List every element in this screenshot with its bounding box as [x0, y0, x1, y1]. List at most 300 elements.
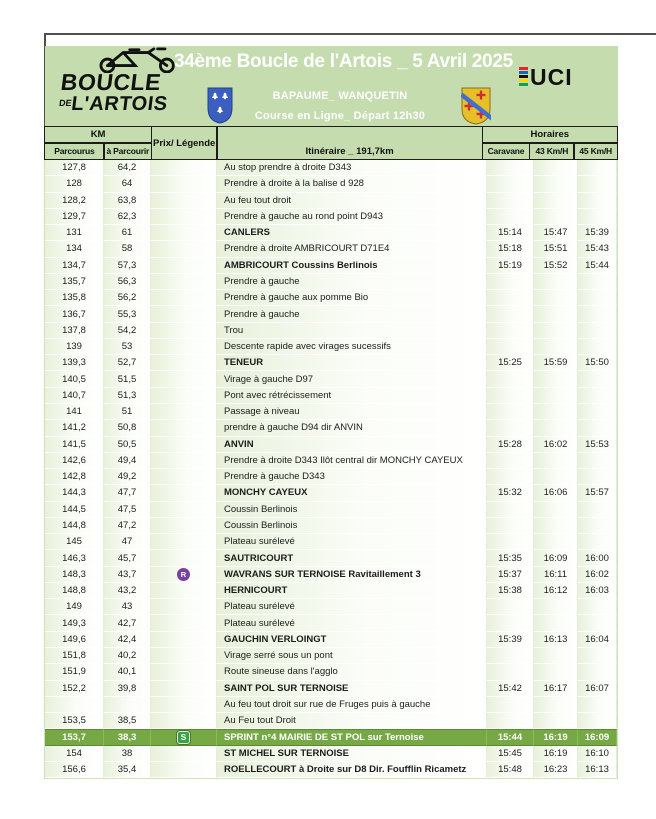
column-header-prix-legende: Prix/ Légende: [152, 127, 216, 158]
table-row: [45, 225, 617, 241]
km-a-parcourir-cell: 56,3: [104, 274, 151, 290]
time-43kmh-cell: [534, 323, 578, 339]
itineraire-cell: Au feu tout droit: [217, 193, 487, 209]
caravane-time-cell: [487, 615, 534, 631]
table-row: [45, 453, 617, 469]
caravane-time-cell: 15:19: [487, 258, 534, 274]
km-a-parcourir-cell: 40,1: [104, 664, 151, 680]
km-a-parcourir-cell: 43,2: [104, 583, 151, 599]
prix-legende-cell: [151, 160, 217, 176]
km-parcourus-cell: 134: [45, 241, 104, 257]
table-row: [45, 274, 617, 290]
caravane-time-cell: [487, 453, 534, 469]
prix-legende-cell: [151, 193, 217, 209]
km-parcourus-cell: 153,7: [45, 729, 104, 745]
time-45kmh-cell: [578, 697, 617, 713]
prix-legende-cell: [151, 176, 217, 192]
race-title: 34ème Boucle de l'Artois _ 5 Avril 2025: [174, 51, 513, 72]
caravane-time-cell: [487, 323, 534, 339]
itineraire-cell: Prendre à droite AMBRICOURT D71E4: [217, 241, 487, 257]
prix-legende-cell: [151, 648, 217, 664]
time-43kmh-cell: 16:12: [534, 583, 578, 599]
itineraire-cell: Virage à gauche D97: [217, 371, 487, 387]
km-a-parcourir-cell: 35,4: [104, 762, 151, 778]
caravane-time-cell: 15:37: [487, 567, 534, 583]
time-45kmh-cell: [578, 160, 617, 176]
time-43kmh-cell: [534, 599, 578, 615]
prix-legende-cell: [151, 485, 217, 501]
itineraire-cell: Prendre à droite à la balise d 928: [217, 176, 487, 192]
itineraire-cell: Plateau surélevé: [217, 615, 487, 631]
caravane-time-cell: [487, 306, 534, 322]
km-a-parcourir-cell: 43,7: [104, 567, 151, 583]
table-row: [45, 193, 617, 209]
column-header-parcourus: Parcourus: [45, 144, 103, 159]
itineraire-cell: WAVRANS SUR TERNOISE Ravitaillement 3: [217, 567, 487, 583]
race-logo-artois: L'ARTOIS: [70, 93, 169, 115]
caravane-time-cell: 15:39: [487, 632, 534, 648]
itineraire-cell: ROELLECOURT à Droite sur D8 Dir. Foufflin Ricametz: [217, 762, 487, 778]
caravane-time-cell: [487, 290, 534, 306]
table-row: [45, 681, 617, 697]
time-45kmh-cell: [578, 518, 617, 534]
uci-bars: [519, 67, 528, 86]
km-a-parcourir-cell: 62,3: [104, 209, 151, 225]
itineraire-cell: Prendre à gauche: [217, 306, 487, 322]
column-header-itineraire: Itinéraire _ 191,7km: [218, 127, 482, 158]
km-parcourus-cell: 151,8: [45, 648, 104, 664]
table-row: [45, 371, 617, 387]
itineraire-cell: MONCHY CAYEUX: [217, 485, 487, 501]
table-row: [45, 437, 617, 453]
itineraire-cell: GAUCHIN VERLOINGT: [217, 632, 487, 648]
time-45kmh-cell: [578, 193, 617, 209]
caravane-time-cell: [487, 648, 534, 664]
caravane-time-cell: [487, 420, 534, 436]
time-43kmh-cell: [534, 420, 578, 436]
km-parcourus-cell: 144,3: [45, 485, 104, 501]
itineraire-cell: CANLERS: [217, 225, 487, 241]
time-45kmh-cell: 16:10: [578, 746, 617, 762]
uci-bar: [519, 71, 528, 74]
km-a-parcourir-cell: 40,2: [104, 648, 151, 664]
km-a-parcourir-cell: 47,5: [104, 502, 151, 518]
table-row: [45, 241, 617, 257]
time-43kmh-cell: 15:51: [534, 241, 578, 257]
prix-legende-cell: [151, 713, 217, 729]
caravane-time-cell: [487, 176, 534, 192]
itineraire-cell: Plateau surélevé: [217, 599, 487, 615]
time-43kmh-cell: 16:23: [534, 762, 578, 778]
itineraire-cell: TENEUR: [217, 355, 487, 371]
time-45kmh-cell: 15:44: [578, 258, 617, 274]
time-43kmh-cell: [534, 339, 578, 355]
itineraire-cell: Au Feu tout Droit: [217, 713, 487, 729]
uci-bar: [519, 67, 528, 70]
km-parcourus-cell: 149,6: [45, 632, 104, 648]
caravane-time-cell: 15:25: [487, 355, 534, 371]
km-a-parcourir-cell: 49,4: [104, 453, 151, 469]
time-45kmh-cell: 15:50: [578, 355, 617, 371]
bapaume-coat-of-arms-icon: [207, 87, 233, 124]
km-a-parcourir-cell: 58: [104, 241, 151, 257]
km-parcourus-cell: 149: [45, 599, 104, 615]
prix-legende-cell: [151, 599, 217, 615]
km-parcourus-cell: 149,3: [45, 615, 104, 631]
km-a-parcourir-cell: 38,5: [104, 713, 151, 729]
caravane-time-cell: [487, 160, 534, 176]
prix-legende-cell: [151, 762, 217, 778]
time-45kmh-cell: [578, 534, 617, 550]
table-row: [45, 306, 617, 322]
km-a-parcourir-cell: 47,2: [104, 518, 151, 534]
table-row: [45, 697, 617, 713]
prix-legende-cell: [151, 681, 217, 697]
caravane-time-cell: 15:45: [487, 746, 534, 762]
time-45kmh-cell: [578, 290, 617, 306]
km-a-parcourir-cell: 47: [104, 534, 151, 550]
prix-legende-cell: [151, 583, 217, 599]
prix-legende-cell: [151, 371, 217, 387]
time-45kmh-cell: [578, 502, 617, 518]
km-a-parcourir-cell: 45,7: [104, 550, 151, 566]
table-row: [45, 729, 617, 745]
itineraire-cell: AMBRICOURT Coussins Berlinois: [217, 258, 487, 274]
table-row: [45, 599, 617, 615]
race-start-info: Course en Ligne_ Départ 12h30: [254, 110, 426, 122]
caravane-time-cell: [487, 697, 534, 713]
caravane-time-cell: [487, 713, 534, 729]
prix-legende-cell: [151, 567, 217, 583]
time-43kmh-cell: 16:17: [534, 681, 578, 697]
itineraire-cell: Passage à niveau: [217, 404, 487, 420]
itineraire-cell: Pont avec rétrécissement: [217, 388, 487, 404]
time-43kmh-cell: 16:06: [534, 485, 578, 501]
km-a-parcourir-cell: 51: [104, 404, 151, 420]
time-43kmh-cell: 16:02: [534, 437, 578, 453]
table-row: [45, 583, 617, 599]
itineraire-cell: Prendre à droite D343 Ilôt central dir MONCHY CAYEUX: [217, 453, 487, 469]
itineraire-cell: Prendre à gauche D343: [217, 469, 487, 485]
time-45kmh-cell: [578, 274, 617, 290]
time-45kmh-cell: [578, 648, 617, 664]
itineraire-cell: Prendre à gauche au rond point D943: [217, 209, 487, 225]
caravane-time-cell: [487, 664, 534, 680]
prix-legende-cell: [151, 290, 217, 306]
km-a-parcourir-cell: 56,2: [104, 290, 151, 306]
itineraire-cell: Prendre à gauche: [217, 274, 487, 290]
caravane-time-cell: [487, 193, 534, 209]
table-row: [45, 404, 617, 420]
itineraire-cell: Au stop prendre à droite D343: [217, 160, 487, 176]
table-row: [45, 420, 617, 436]
km-parcourus-cell: 152,2: [45, 681, 104, 697]
caravane-time-cell: 15:35: [487, 550, 534, 566]
table-row: [45, 502, 617, 518]
km-a-parcourir-cell: 55,3: [104, 306, 151, 322]
km-parcourus-cell: 144,8: [45, 518, 104, 534]
table-row: [45, 632, 617, 648]
time-43kmh-cell: [534, 274, 578, 290]
km-parcourus-cell: 134,7: [45, 258, 104, 274]
km-parcourus-cell: 142,6: [45, 453, 104, 469]
time-45kmh-cell: [578, 404, 617, 420]
km-a-parcourir-cell: 38,3: [104, 729, 151, 745]
table-row: [45, 323, 617, 339]
table-row: [45, 339, 617, 355]
caravane-time-cell: [487, 502, 534, 518]
km-a-parcourir-cell: 64,2: [104, 160, 151, 176]
time-43kmh-cell: 15:52: [534, 258, 578, 274]
time-45kmh-cell: 16:13: [578, 762, 617, 778]
km-a-parcourir-cell: 50,5: [104, 437, 151, 453]
prix-legende-cell: [151, 469, 217, 485]
km-parcourus-cell: 139,3: [45, 355, 104, 371]
time-43kmh-cell: 15:47: [534, 225, 578, 241]
prix-legende-cell: [151, 502, 217, 518]
km-a-parcourir-cell: 63,8: [104, 193, 151, 209]
prix-legende-cell: [151, 664, 217, 680]
caravane-time-cell: 15:42: [487, 681, 534, 697]
prix-legende-cell: [151, 274, 217, 290]
time-45kmh-cell: 16:03: [578, 583, 617, 599]
time-45kmh-cell: 16:02: [578, 567, 617, 583]
km-a-parcourir-cell: 51,5: [104, 371, 151, 387]
table-row: [45, 518, 617, 534]
km-a-parcourir-cell: 51,3: [104, 388, 151, 404]
km-a-parcourir-cell: 54,2: [104, 323, 151, 339]
time-45kmh-cell: [578, 388, 617, 404]
prix-legende-cell: [151, 306, 217, 322]
caravane-time-cell: [487, 209, 534, 225]
km-a-parcourir-cell: 61: [104, 225, 151, 241]
km-a-parcourir-cell: 39,8: [104, 681, 151, 697]
prix-legende-cell: [151, 697, 217, 713]
itineraire-cell: Au feu tout droit sur rue de Fruges puis à gauche: [217, 697, 487, 713]
caravane-time-cell: [487, 339, 534, 355]
time-45kmh-cell: [578, 339, 617, 355]
prix-legende-cell: [151, 339, 217, 355]
itineraire-cell: ST MICHEL SUR TERNOISE: [217, 746, 487, 762]
km-a-parcourir-cell: 42,4: [104, 632, 151, 648]
time-45kmh-cell: [578, 306, 617, 322]
caravane-time-cell: [487, 469, 534, 485]
km-parcourus-cell: 127,8: [45, 160, 104, 176]
table-row: [45, 762, 617, 778]
prix-legende-cell: [151, 729, 217, 745]
sprint-badge-icon: S: [177, 731, 190, 744]
km-parcourus-cell: 145: [45, 534, 104, 550]
time-45kmh-cell: 16:00: [578, 550, 617, 566]
km-a-parcourir-cell: 49,2: [104, 469, 151, 485]
km-parcourus-cell: 140,5: [45, 371, 104, 387]
race-logo-line1: BOUCLE: [59, 69, 163, 95]
itineraire-cell: ANVIN: [217, 437, 487, 453]
column-header-caravane: Caravane: [483, 144, 529, 159]
km-parcourus-cell: 153,5: [45, 713, 104, 729]
prix-legende-cell: [151, 225, 217, 241]
time-45kmh-cell: [578, 664, 617, 680]
prix-legende-cell: [151, 355, 217, 371]
caravane-time-cell: [487, 388, 534, 404]
ravitaillement-badge-icon: R: [177, 568, 190, 581]
prix-legende-cell: [151, 404, 217, 420]
uci-logo: [519, 64, 573, 90]
prix-legende-cell: [151, 420, 217, 436]
time-45kmh-cell: 15:57: [578, 485, 617, 501]
km-parcourus-cell: 141: [45, 404, 104, 420]
km-parcourus-cell: 131: [45, 225, 104, 241]
uci-bar: [519, 83, 528, 86]
caravane-time-cell: 15:32: [487, 485, 534, 501]
table-row: [45, 176, 617, 192]
km-parcourus-cell: 141,2: [45, 420, 104, 436]
caravane-time-cell: [487, 274, 534, 290]
km-parcourus-cell: 137,8: [45, 323, 104, 339]
time-45kmh-cell: [578, 615, 617, 631]
table-row: [45, 664, 617, 680]
wanquetin-coat-of-arms-icon: [461, 87, 491, 125]
table-row: [45, 567, 617, 583]
itineraire-cell: SAINT POL SUR TERNOISE: [217, 681, 487, 697]
table-row: [45, 534, 617, 550]
time-43kmh-cell: [534, 469, 578, 485]
km-parcourus-cell: 142,8: [45, 469, 104, 485]
time-43kmh-cell: [534, 209, 578, 225]
km-a-parcourir-cell: 57,3: [104, 258, 151, 274]
column-header-km: KM: [45, 127, 150, 142]
table-row: [45, 469, 617, 485]
prix-legende-cell: [151, 746, 217, 762]
km-a-parcourir-cell: [104, 697, 151, 713]
column-header-43kmh: 43 Km/H: [530, 144, 573, 159]
time-43kmh-cell: 16:09: [534, 550, 578, 566]
caravane-time-cell: [487, 599, 534, 615]
prix-legende-cell: [151, 632, 217, 648]
column-header-45kmh: 45 Km/H: [575, 144, 617, 159]
header-band: [45, 46, 618, 126]
table-row: [45, 160, 617, 176]
km-a-parcourir-cell: 43: [104, 599, 151, 615]
time-43kmh-cell: [534, 404, 578, 420]
km-parcourus-cell: 128,2: [45, 193, 104, 209]
km-a-parcourir-cell: 53: [104, 339, 151, 355]
km-a-parcourir-cell: 52,7: [104, 355, 151, 371]
km-parcourus-cell: 144,5: [45, 502, 104, 518]
km-a-parcourir-cell: 38: [104, 746, 151, 762]
table-row: [45, 290, 617, 306]
time-45kmh-cell: [578, 453, 617, 469]
time-43kmh-cell: [534, 713, 578, 729]
itineraire-cell: SPRINT n°4 MAIRIE DE ST POL sur Ternoise: [217, 729, 487, 745]
time-43kmh-cell: [534, 615, 578, 631]
race-logo-de: DE: [58, 98, 73, 108]
time-45kmh-cell: 15:39: [578, 225, 617, 241]
km-a-parcourir-cell: 50,8: [104, 420, 151, 436]
itineraire-cell: Plateau surélevé: [217, 534, 487, 550]
km-parcourus-cell: 156,6: [45, 762, 104, 778]
prix-legende-cell: [151, 615, 217, 631]
prix-legende-cell: [151, 241, 217, 257]
table-row: [45, 209, 617, 225]
column-header-a-parcourir: à Parcourir: [105, 144, 151, 159]
km-parcourus-cell: [45, 697, 104, 713]
km-a-parcourir-cell: 64: [104, 176, 151, 192]
table-row: [45, 746, 617, 762]
table-row: [45, 615, 617, 631]
itineraire-cell: Coussin Berlinois: [217, 518, 487, 534]
time-45kmh-cell: 16:09: [578, 729, 617, 745]
prix-legende-cell: [151, 388, 217, 404]
time-45kmh-cell: [578, 323, 617, 339]
time-43kmh-cell: [534, 453, 578, 469]
km-parcourus-cell: 141,5: [45, 437, 104, 453]
table-row: [45, 550, 617, 566]
top-rule: [44, 33, 656, 35]
time-45kmh-cell: [578, 176, 617, 192]
km-parcourus-cell: 140,7: [45, 388, 104, 404]
caravane-time-cell: [487, 518, 534, 534]
prix-legende-cell: [151, 534, 217, 550]
time-43kmh-cell: [534, 502, 578, 518]
time-45kmh-cell: 15:53: [578, 437, 617, 453]
caravane-time-cell: 15:48: [487, 762, 534, 778]
column-header-horaires: Horaires: [483, 127, 617, 142]
prix-legende-cell: [151, 258, 217, 274]
itineraire-cell: Coussin Berlinois: [217, 502, 487, 518]
time-43kmh-cell: 16:19: [534, 729, 578, 745]
time-43kmh-cell: [534, 306, 578, 322]
km-parcourus-cell: 135,7: [45, 274, 104, 290]
itineraire-cell: HERNICOURT: [217, 583, 487, 599]
time-43kmh-cell: [534, 648, 578, 664]
race-logo-line2: [58, 93, 169, 114]
caravane-time-cell: [487, 534, 534, 550]
time-43kmh-cell: [534, 176, 578, 192]
caravane-time-cell: [487, 404, 534, 420]
table-row: [45, 388, 617, 404]
time-43kmh-cell: [534, 388, 578, 404]
caravane-time-cell: 15:38: [487, 583, 534, 599]
km-parcourus-cell: 148,3: [45, 567, 104, 583]
table-row: [45, 648, 617, 664]
time-45kmh-cell: [578, 371, 617, 387]
table-row: [45, 355, 617, 371]
time-45kmh-cell: [578, 713, 617, 729]
prix-legende-cell: [151, 453, 217, 469]
itineraire-cell: Route sineuse dans l'agglo: [217, 664, 487, 680]
caravane-time-cell: 15:28: [487, 437, 534, 453]
prix-legende-cell: [151, 518, 217, 534]
caravane-time-cell: 15:44: [487, 729, 534, 745]
time-43kmh-cell: [534, 518, 578, 534]
km-parcourus-cell: 136,7: [45, 306, 104, 322]
race-course: BAPAUME_ WANQUETIN: [272, 90, 408, 102]
uci-bar: [519, 79, 528, 82]
itineraire-cell: Descente rapide avec virages sucessifs: [217, 339, 487, 355]
prix-legende-cell: [151, 323, 217, 339]
caravane-time-cell: 15:14: [487, 225, 534, 241]
km-parcourus-cell: 129,7: [45, 209, 104, 225]
time-43kmh-cell: 16:19: [534, 746, 578, 762]
itineraire-cell: SAUTRICOURT: [217, 550, 487, 566]
time-43kmh-cell: [534, 193, 578, 209]
prix-legende-cell: [151, 550, 217, 566]
km-parcourus-cell: 128: [45, 176, 104, 192]
table-row: [45, 485, 617, 501]
table-body: [44, 160, 618, 779]
km-parcourus-cell: 154: [45, 746, 104, 762]
